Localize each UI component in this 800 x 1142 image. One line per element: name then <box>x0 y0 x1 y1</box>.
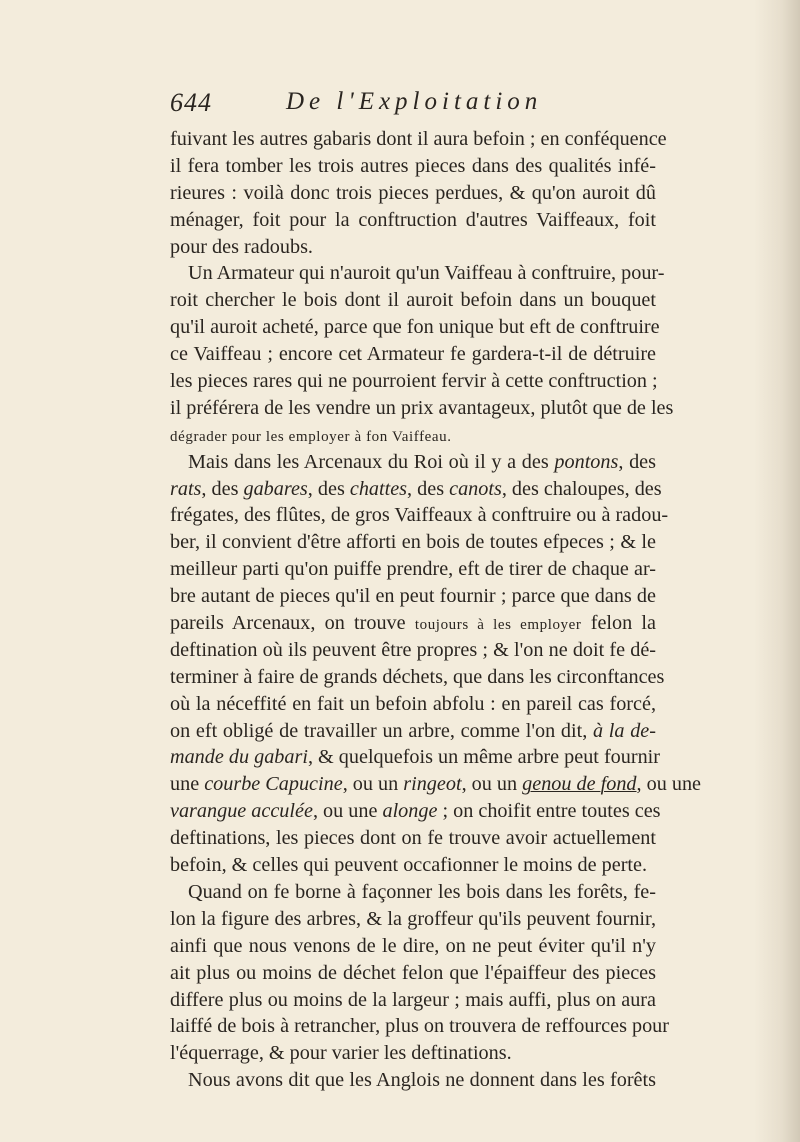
text-line: Nous avons dit que les Anglois ne donnent dans les forêts <box>188 1069 656 1092</box>
text-line: où la néceffité en fait un befoin abfolu : en pareil cas forcé, <box>170 692 656 715</box>
text-line: differe plus ou moins de la largeur ; mais auffi, plus on aura <box>170 988 656 1011</box>
text-line: rieures : voilà donc trois pieces perdues, & qu'on auroit dû <box>170 181 656 204</box>
text-line: pour des radoubs. <box>170 235 313 258</box>
page-header <box>170 88 650 120</box>
italic-term: à la de- <box>592 719 656 742</box>
italic-term: alonge <box>382 800 438 823</box>
italic-term: chattes <box>349 477 408 500</box>
page-edge-shadow <box>754 0 800 1142</box>
text-line: les pieces rares qui ne pourroient fervir à cette conftruction ; <box>170 370 658 393</box>
text-line: ménager, foit pour la conftruction d'autres Vaiffeaux, foit <box>170 208 656 231</box>
italic-term: canots <box>449 477 502 500</box>
text-line: Un Armateur qui n'auroit qu'un Vaiffeau à conftruire, pour- <box>188 262 665 285</box>
text-line: lon la figure des arbres, & la groffeur qu'ils peuvent fournir, <box>170 907 656 930</box>
italic-term: rats <box>170 477 202 500</box>
page-number: 644 <box>170 88 212 117</box>
text-line: laiffé de bois à retrancher, plus on trouvera de reffources pour <box>170 1015 669 1038</box>
text-line: frégates, des flûtes, de gros Vaiffeaux à conftruire ou à radou- <box>170 504 669 527</box>
italic-term: varangue acculée <box>170 800 313 823</box>
text-line: deftination où ils peuvent être propres ; & l'on ne doit fe dé- <box>170 638 656 661</box>
italic-term: gabares <box>243 477 308 500</box>
text-line: on eft obligé de travailler un arbre, comme l'on dit, à la de- <box>170 719 656 742</box>
text-line: ber, il convient d'être afforti en bois de toutes efpeces ; & le <box>170 531 656 554</box>
text-line: une courbe Capucine, ou un ringeot, ou un genou de fond, ou une <box>170 773 701 796</box>
text-line: ainfi que nous venons de le dire, on ne peut éviter qu'il n'y <box>170 934 656 957</box>
text-line: terminer à faire de grands déchets, que dans les circonftances <box>170 665 665 688</box>
text-line: l'équerrage, & pour varier les deftinations. <box>170 1042 512 1065</box>
text-line: Mais dans les Arcenaux du Roi où il y a des pontons, des <box>188 450 656 473</box>
text-line: Quand on fe borne à façonner les bois dans les forêts, fe- <box>188 880 656 903</box>
text-line: il préférera de les vendre un prix avantageux, plutôt que de les <box>170 396 674 419</box>
text-line: pareils Arcenaux, on trouve toujours à les employer felon la <box>170 612 656 635</box>
text-line: varangue acculée, ou une alonge ; on choifit entre toutes ces <box>170 800 661 823</box>
text-line: befoin, & celles qui peuvent occafionner le moins de perte. <box>170 854 648 877</box>
text-line: qu'il auroit acheté, parce que fon unique but eft de conftruire <box>170 316 660 339</box>
italic-term: mande du gabari <box>170 746 308 769</box>
text-line: roit chercher le bois dont il auroit befoin dans un bouquet <box>170 289 656 312</box>
text-line: deftinations, les pieces dont on fe trouve avoir actuellement <box>170 827 656 850</box>
text-line: il fera tomber les trois autres pieces dans des qualités infé- <box>170 154 656 177</box>
running-title: De l'Exploitation <box>286 88 543 115</box>
body-text <box>170 126 701 1094</box>
text-line: mande du gabari, & quelquefois un même arbre peut fournir <box>170 746 661 769</box>
text-line: meilleur parti qu'on puiffe prendre, eft de tirer de chaque ar- <box>170 558 656 581</box>
text-line: fuivant les autres gabaris dont il aura befoin ; en conféquence <box>170 128 667 150</box>
italic-term: pontons <box>554 450 619 473</box>
italic-term: courbe Capucine <box>204 773 343 796</box>
italic-term: ringeot <box>403 773 462 796</box>
text-line: rats, des gabares, des chattes, des canots, des chaloupes, des <box>170 477 662 500</box>
text-line: bre autant de pieces qu'il en peut fournir ; parce que dans de <box>170 585 656 608</box>
italic-term: genou de fond <box>522 773 637 796</box>
text-line: ait plus ou moins de déchet felon que l'épaiffeur des pieces <box>170 961 656 984</box>
text-line: dégrader pour les employer à fon Vaiffeau. <box>170 428 452 445</box>
text-line: ce Vaiffeau ; encore cet Armateur fe gardera-t-il de détruire <box>170 343 656 366</box>
